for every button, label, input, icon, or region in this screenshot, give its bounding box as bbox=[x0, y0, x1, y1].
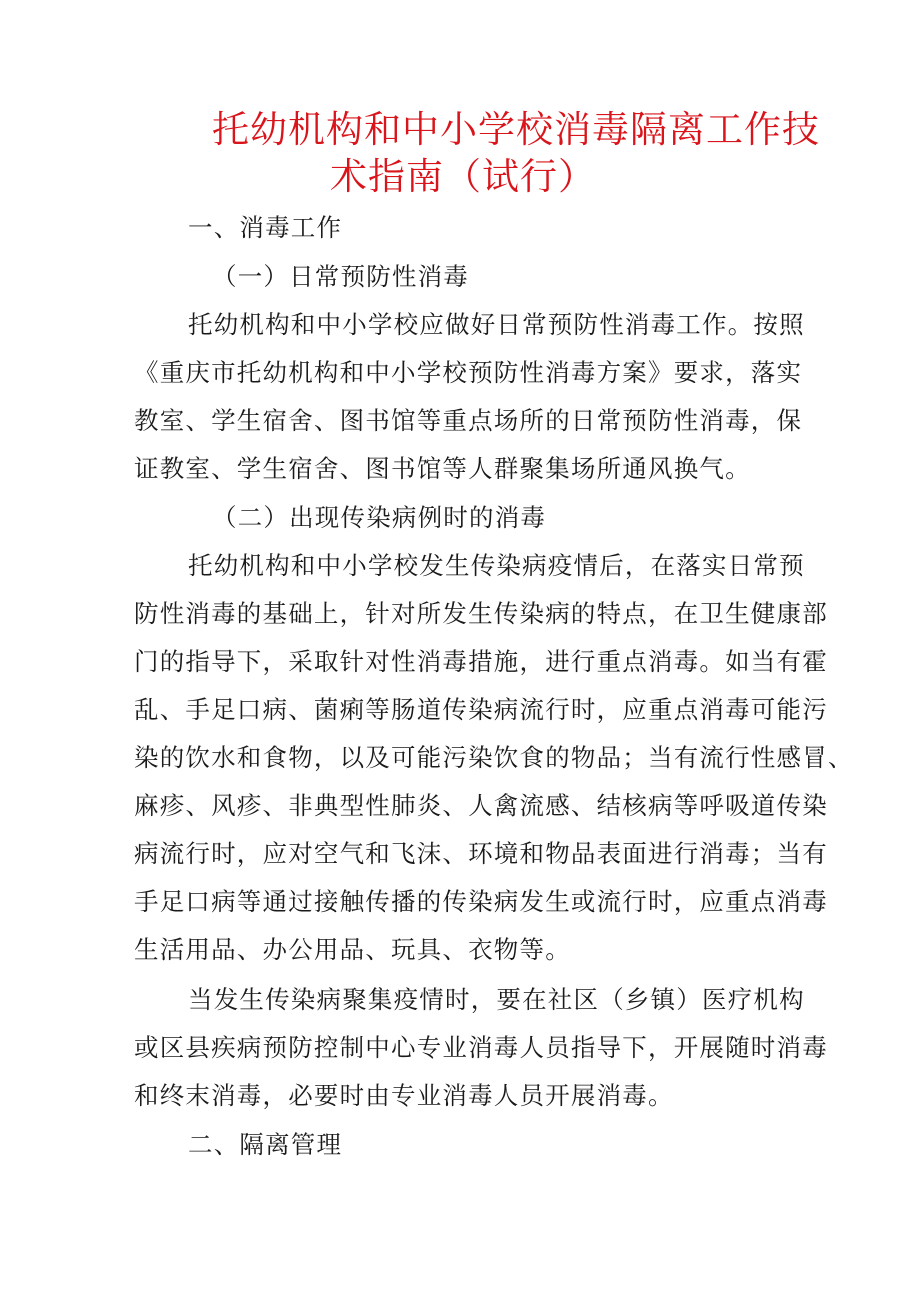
subsection-heading-outbreak: （二）出现传染病例时的消毒 bbox=[212, 503, 547, 532]
section-heading-disinfection: 一、消毒工作 bbox=[188, 213, 343, 242]
paragraph-line: 防性消毒的基础上，针对所发生传染病的特点，在卫生健康部 bbox=[134, 599, 828, 628]
paragraph-line: 证教室、学生宿舍、图书馆等人群聚集场所通风换气。 bbox=[134, 454, 751, 483]
section-heading-isolation: 二、隔离管理 bbox=[188, 1130, 343, 1159]
paragraph-line: 生活用品、办公用品、玩具、衣物等。 bbox=[134, 935, 571, 964]
paragraph-line: 教室、学生宿舍、图书馆等重点场所的日常预防性消毒，保 bbox=[134, 406, 803, 435]
paragraph-line: 病流行时，应对空气和飞沫、环境和物品表面进行消毒；当有 bbox=[134, 839, 828, 868]
paragraph-line: 麻疹、风疹、非典型性肺炎、人禽流感、结核病等呼吸道传染 bbox=[134, 791, 828, 820]
paragraph-line: 门的指导下，采取针对性消毒措施，进行重点消毒。如当有霍 bbox=[134, 647, 828, 676]
document-title-line-1: 托幼机构和中小学校消毒隔离工作技 bbox=[212, 108, 820, 151]
paragraph-line: 托幼机构和中小学校发生传染病疫情后，在落实日常预 bbox=[188, 551, 805, 580]
paragraph-line: 手足口病等通过接触传播的传染病发生或流行时，应重点消毒 bbox=[134, 887, 828, 916]
paragraph-line: 《重庆市托幼机构和中小学校预防性消毒方案》要求，落实 bbox=[134, 358, 803, 387]
subsection-heading-routine: （一）日常预防性消毒 bbox=[212, 262, 469, 291]
paragraph-line: 托幼机构和中小学校应做好日常预防性消毒工作。按照 bbox=[188, 310, 805, 339]
document-title-line-2: 术指南（试行） bbox=[330, 155, 596, 198]
paragraph-line: 或区县疾病预防控制中心专业消毒人员指导下，开展随时消毒 bbox=[134, 1033, 828, 1062]
paragraph-line: 和终末消毒，必要时由专业消毒人员开展消毒。 bbox=[134, 1081, 674, 1110]
paragraph-line: 染的饮水和食物，以及可能污染饮食的物品；当有流行性感冒、 bbox=[134, 743, 854, 772]
paragraph-line: 当发生传染病聚集疫情时，要在社区（乡镇）医疗机构 bbox=[188, 985, 805, 1014]
paragraph-line: 乱、手足口病、菌痢等肠道传染病流行时，应重点消毒可能污 bbox=[134, 695, 828, 724]
